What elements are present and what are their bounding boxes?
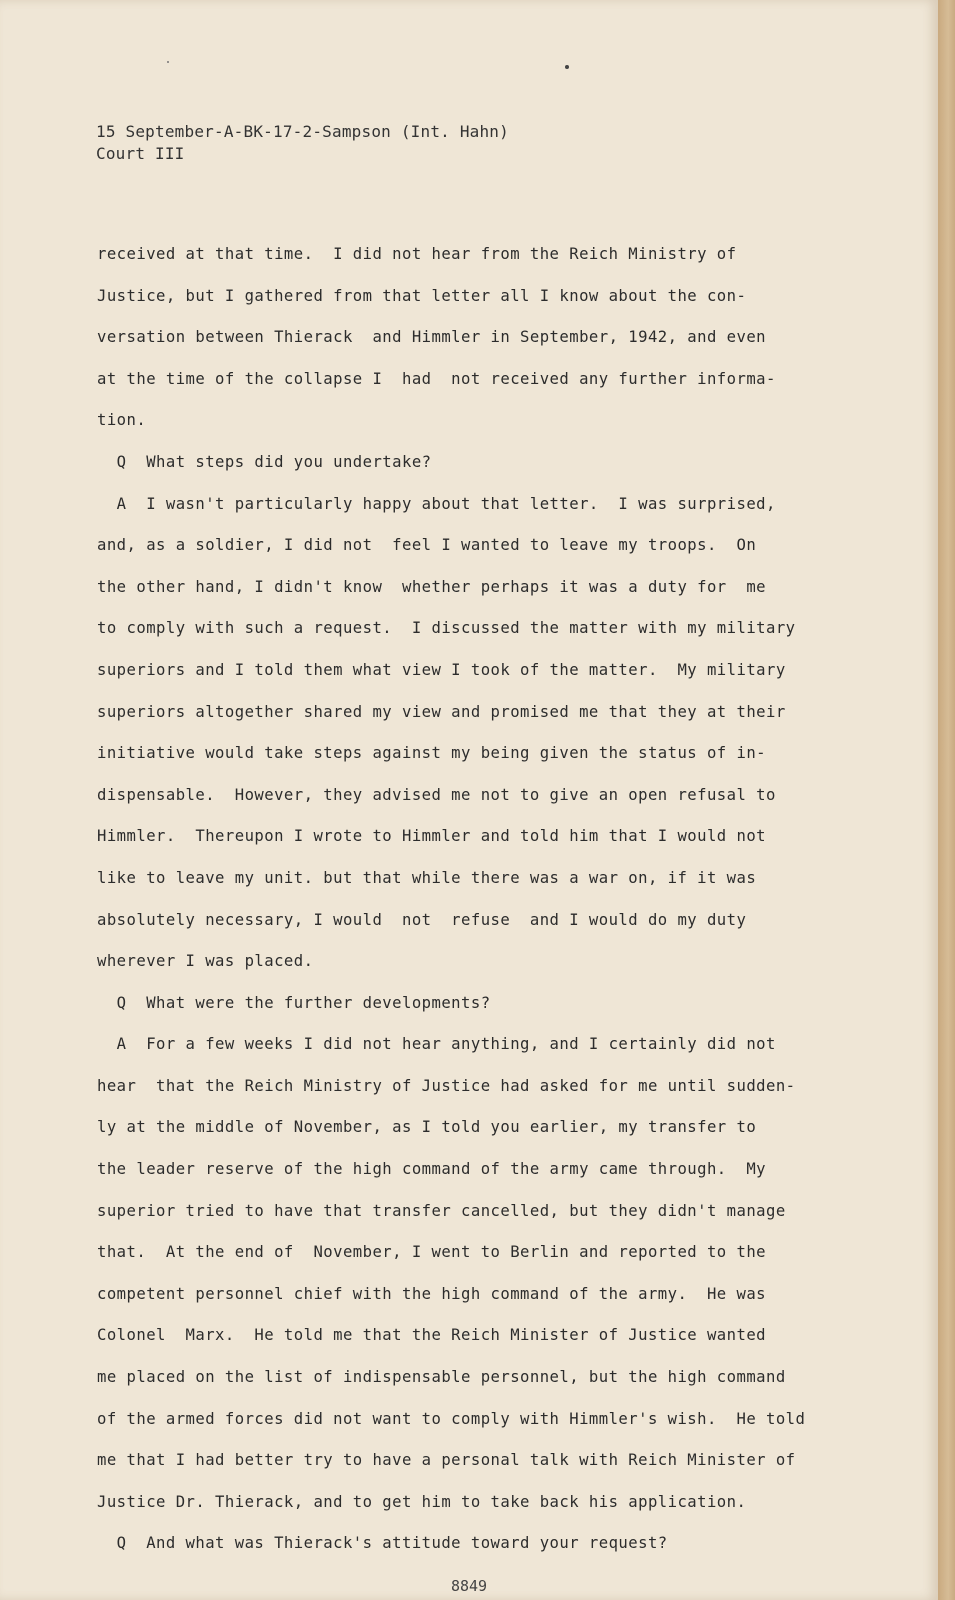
answer-line: A I wasn't particularly happy about that letter. I was surprised, bbox=[97, 494, 776, 513]
text-line: superiors altogether shared my view and promised me that they at their bbox=[97, 702, 786, 721]
text-line: hear that the Reich Ministry of Justice had asked for me until sudden- bbox=[97, 1076, 796, 1095]
question-line: Q And what was Thierack's attitude toward your request? bbox=[97, 1534, 668, 1553]
question-line: Q What were the further developments? bbox=[97, 993, 491, 1012]
text-line: initiative would take steps against my being given the status of in- bbox=[97, 744, 766, 763]
text-line: tion. bbox=[97, 411, 147, 430]
text-line: at the time of the collapse I had not received any further informa- bbox=[97, 369, 776, 388]
text-line: me placed on the list of indispensable personnel, but the high command bbox=[97, 1368, 786, 1387]
text-line: wherever I was placed. bbox=[97, 952, 314, 971]
text-line: the leader reserve of the high command of the army came through. My bbox=[97, 1160, 766, 1179]
text-line: superior tried to have that transfer cancelled, but they didn't manage bbox=[97, 1201, 786, 1220]
text-line: superiors and I told them what view I took of the matter. My military bbox=[97, 660, 786, 679]
text-line: that. At the end of November, I went to Berlin and reported to the bbox=[97, 1243, 766, 1262]
text-line: Himmler. Thereupon I wrote to Himmler and told him that I would not bbox=[97, 827, 766, 846]
text-line: the other hand, I didn't know whether perhaps it was a duty for me bbox=[97, 577, 766, 596]
text-line: Colonel Marx. He told me that the Reich Minister of Justice wanted bbox=[97, 1326, 766, 1345]
ink-speck bbox=[167, 61, 169, 63]
answer-line: A For a few weeks I did not hear anything, and I certainly did not bbox=[97, 1035, 776, 1054]
header-court-line: Court III bbox=[96, 144, 185, 163]
ink-speck bbox=[565, 65, 569, 69]
text-line: ly at the middle of November, as I told you earlier, my transfer to bbox=[97, 1118, 757, 1137]
text-line: like to leave my unit. but that while there was a war on, if it was bbox=[97, 868, 757, 887]
text-line: received at that time. I did not hear from the Reich Ministry of bbox=[97, 245, 737, 263]
text-line: to comply with such a request. I discussed the matter with my military bbox=[97, 619, 796, 638]
text-line: and, as a soldier, I did not feel I wanted to leave my troops. On bbox=[97, 536, 757, 555]
document-header bbox=[96, 121, 509, 165]
text-line: dispensable. However, they advised me not to give an open refusal to bbox=[97, 785, 776, 804]
text-line: competent personnel chief with the high command of the army. He was bbox=[97, 1284, 766, 1303]
transcript-body bbox=[97, 242, 887, 1573]
text-line: versation between Thierack and Himmler in September, 1942, and even bbox=[97, 328, 766, 347]
page-edge bbox=[938, 0, 955, 1600]
text-line: Justice, but I gathered from that letter all I know about the con- bbox=[97, 286, 747, 305]
question-line: Q What steps did you undertake? bbox=[97, 452, 432, 471]
page-number: 8849 bbox=[450, 1577, 488, 1595]
text-line: of the armed forces did not want to comply with Himmler's wish. He told bbox=[97, 1409, 806, 1428]
header-reference-line: 15 September-A-BK-17-2-Sampson (Int. Hahn) bbox=[96, 122, 509, 141]
text-line: Justice Dr. Thierack, and to get him to take back his application. bbox=[97, 1492, 747, 1511]
text-line: me that I had better try to have a personal talk with Reich Minister of bbox=[97, 1451, 796, 1470]
text-line: absolutely necessary, I would not refuse and I would do my duty bbox=[97, 910, 747, 929]
